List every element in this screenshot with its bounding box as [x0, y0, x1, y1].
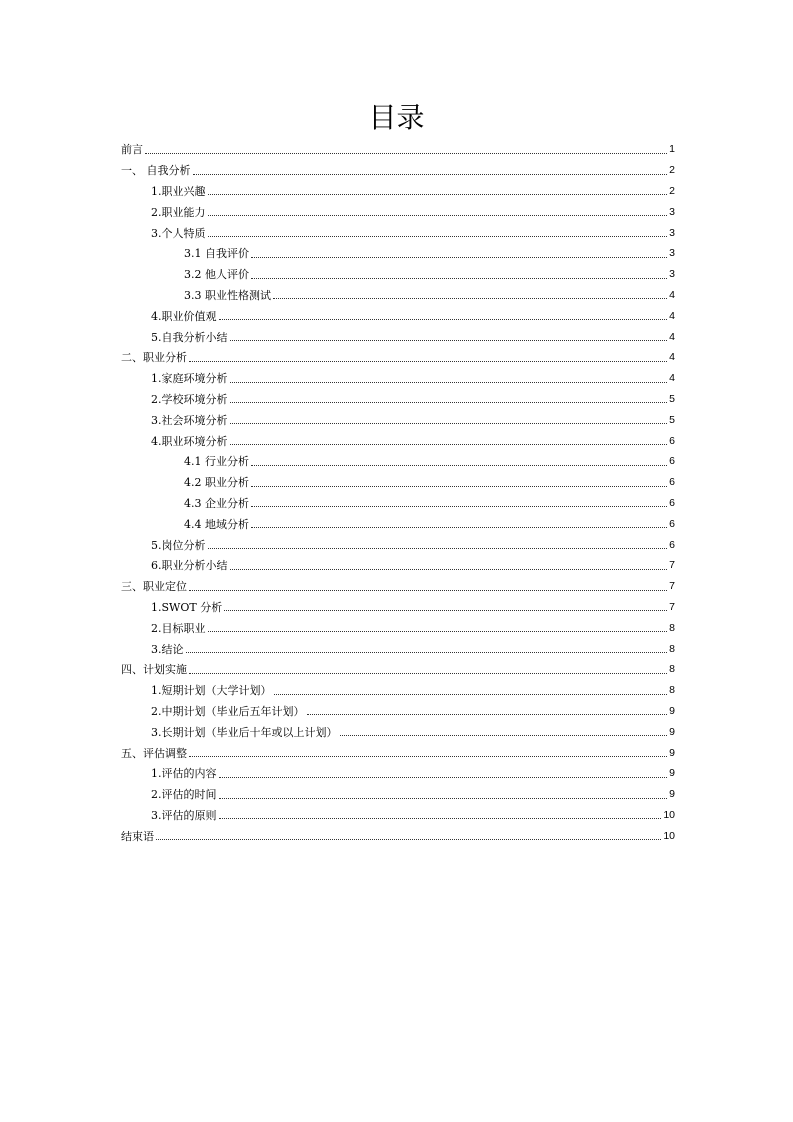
toc-entry[interactable]: [121, 659, 675, 680]
dot-leader: [251, 486, 667, 487]
toc-entry-page-number: 7: [669, 559, 675, 572]
page-title: 目录: [368, 101, 425, 134]
toc-entry-label: 3.个人特质: [151, 226, 206, 240]
toc-entry-page-number: 10: [663, 808, 675, 821]
toc-entry[interactable]: [121, 805, 675, 826]
toc-entry[interactable]: [121, 472, 675, 493]
toc-entry-label: 4.1 行业分析: [184, 455, 249, 469]
toc-entry-label: 二、职业分析: [121, 351, 187, 365]
dot-leader: [251, 278, 667, 279]
toc-entry-page-number: 4: [669, 309, 675, 322]
toc-entry-page-number: 4: [669, 372, 675, 385]
dot-leader: [219, 319, 668, 320]
dot-leader: [224, 610, 667, 611]
toc-entry-page-number: 3: [669, 247, 675, 260]
toc-entry-label: 3.评估的原则: [151, 808, 217, 822]
toc-entry[interactable]: [121, 368, 675, 389]
toc-entry-label: 3.1 自我评价: [184, 247, 249, 261]
toc-entry-label: 6.职业分析小结: [151, 559, 228, 573]
toc-entry-label: 2.评估的时间: [151, 788, 217, 802]
toc-entry[interactable]: [121, 721, 675, 742]
dot-leader: [189, 590, 667, 591]
toc-entry[interactable]: [121, 825, 675, 846]
dot-leader: [208, 548, 668, 549]
toc-entry[interactable]: [121, 347, 675, 368]
toc-entry-page-number: 4: [669, 288, 675, 301]
toc-entry[interactable]: [121, 201, 675, 222]
dot-leader: [230, 340, 668, 341]
dot-leader: [307, 714, 668, 715]
dot-leader: [274, 694, 668, 695]
toc-entry-label: 3.长期计划（毕业后十年或以上计划）: [151, 725, 338, 739]
toc-entry[interactable]: [121, 576, 675, 597]
dot-leader: [340, 735, 668, 736]
toc-entry-page-number: 8: [669, 621, 675, 634]
toc-entry-page-number: 3: [669, 226, 675, 239]
toc-entry-page-number: 1: [669, 143, 675, 156]
toc-entry-label: 3.结论: [151, 642, 184, 656]
dot-leader: [156, 839, 661, 840]
toc-entry-label: 1.短期计划（大学计划）: [151, 684, 272, 698]
toc-entry[interactable]: [121, 784, 675, 805]
toc-entry-label: 五、评估调整: [121, 746, 187, 760]
toc-entry-label: 4.2 职业分析: [184, 476, 249, 490]
toc-entry-page-number: 7: [669, 600, 675, 613]
dot-leader: [208, 631, 668, 632]
toc-entry[interactable]: [121, 680, 675, 701]
toc-entry-page-number: 9: [669, 746, 675, 759]
toc-entry-page-number: 6: [669, 434, 675, 447]
toc-entry-page-number: 3: [669, 268, 675, 281]
toc-entry[interactable]: [121, 763, 675, 784]
toc-entry-label: 5.自我分析小结: [151, 330, 228, 344]
toc-entry[interactable]: [121, 430, 675, 451]
dot-leader: [230, 423, 668, 424]
toc-entry-page-number: 9: [669, 704, 675, 717]
toc-entry[interactable]: [121, 243, 675, 264]
toc-entry-page-number: 8: [669, 642, 675, 655]
toc-entry[interactable]: [121, 742, 675, 763]
toc-entry-page-number: 5: [669, 392, 675, 405]
toc-entry-label: 3.社会环境分析: [151, 413, 228, 427]
dot-leader: [219, 798, 668, 799]
dot-leader: [230, 402, 668, 403]
toc-entry-page-number: 6: [669, 496, 675, 509]
toc-entry-page-number: 9: [669, 788, 675, 801]
toc-entry[interactable]: [121, 597, 675, 618]
toc-entry-page-number: 7: [669, 580, 675, 593]
toc-entry[interactable]: [121, 326, 675, 347]
toc-entry[interactable]: [121, 701, 675, 722]
toc-entry-label: 2.中期计划（毕业后五年计划）: [151, 704, 305, 718]
dot-leader: [208, 215, 668, 216]
dot-leader: [189, 673, 667, 674]
dot-leader: [189, 756, 667, 757]
dot-leader: [230, 444, 668, 445]
toc-entry-label: 4.职业环境分析: [151, 434, 228, 448]
toc-entry-page-number: 8: [669, 663, 675, 676]
dot-leader: [251, 257, 667, 258]
toc-entry-label: 一、 自我分析: [121, 164, 191, 178]
dot-leader: [145, 153, 667, 154]
toc-entry[interactable]: [121, 617, 675, 638]
dot-leader: [251, 527, 667, 528]
toc-entry-label: 5.岗位分析: [151, 538, 206, 552]
dot-leader: [186, 652, 668, 653]
toc-entry-page-number: 2: [669, 184, 675, 197]
toc-entry-page-number: 6: [669, 455, 675, 468]
toc-entry-page-number: 8: [669, 684, 675, 697]
toc-entry-label: 1.职业兴趣: [151, 184, 206, 198]
toc-entry-page-number: 2: [669, 164, 675, 177]
toc-entry-label: 四、计划实施: [121, 663, 187, 677]
toc-entry-label: 4.3 企业分析: [184, 496, 249, 510]
dot-leader: [251, 506, 667, 507]
toc-entry-page-number: 5: [669, 413, 675, 426]
toc-entry-label: 2.学校环境分析: [151, 392, 228, 406]
toc-entry[interactable]: [121, 139, 675, 160]
toc-entry-label: 3.3 职业性格测试: [184, 288, 271, 302]
toc-entry-page-number: 6: [669, 538, 675, 551]
dot-leader: [208, 236, 668, 237]
dot-leader: [230, 569, 668, 570]
toc-entry[interactable]: [121, 389, 675, 410]
dot-leader: [219, 777, 668, 778]
toc-entry-label: 4.4 地域分析: [184, 517, 249, 531]
toc-entry-label: 结束语: [121, 829, 154, 843]
toc-entry-page-number: 3: [669, 205, 675, 218]
table-of-contents: [121, 139, 675, 846]
toc-entry-label: 2.职业能力: [151, 205, 206, 219]
toc-entry[interactable]: [121, 222, 675, 243]
dot-leader: [230, 382, 668, 383]
toc-entry-label: 1.评估的内容: [151, 767, 217, 781]
toc-entry-label: 3.2 他人评价: [184, 268, 249, 282]
dot-leader: [208, 194, 668, 195]
toc-entry-page-number: 4: [669, 351, 675, 364]
toc-entry-page-number: 6: [669, 517, 675, 530]
dot-leader: [273, 298, 667, 299]
toc-entry[interactable]: [121, 493, 675, 514]
toc-entry-label: 1.SWOT 分析: [151, 600, 223, 614]
toc-entry[interactable]: [121, 409, 675, 430]
toc-entry[interactable]: [121, 534, 675, 555]
toc-entry[interactable]: [121, 451, 675, 472]
toc-entry-page-number: 9: [669, 767, 675, 780]
dot-leader: [189, 361, 667, 362]
toc-entry-label: 4.职业价值观: [151, 309, 217, 323]
toc-entry-page-number: 9: [669, 725, 675, 738]
toc-entry[interactable]: [121, 513, 675, 534]
toc-entry[interactable]: [121, 555, 675, 576]
toc-entry[interactable]: [121, 264, 675, 285]
toc-entry-page-number: 6: [669, 476, 675, 489]
toc-entry-label: 1.家庭环境分析: [151, 372, 228, 386]
toc-entry-label: 前言: [121, 143, 143, 157]
dot-leader: [219, 818, 662, 819]
toc-entry-page-number: 4: [669, 330, 675, 343]
toc-entry[interactable]: [121, 638, 675, 659]
toc-entry-label: 2.目标职业: [151, 621, 206, 635]
toc-entry[interactable]: [121, 181, 675, 202]
dot-leader: [251, 465, 667, 466]
dot-leader: [193, 174, 668, 175]
toc-entry-page-number: 10: [663, 829, 675, 842]
toc-entry[interactable]: [121, 305, 675, 326]
toc-entry[interactable]: [121, 285, 675, 306]
toc-entry[interactable]: [121, 160, 675, 181]
toc-entry-label: 三、职业定位: [121, 580, 187, 594]
